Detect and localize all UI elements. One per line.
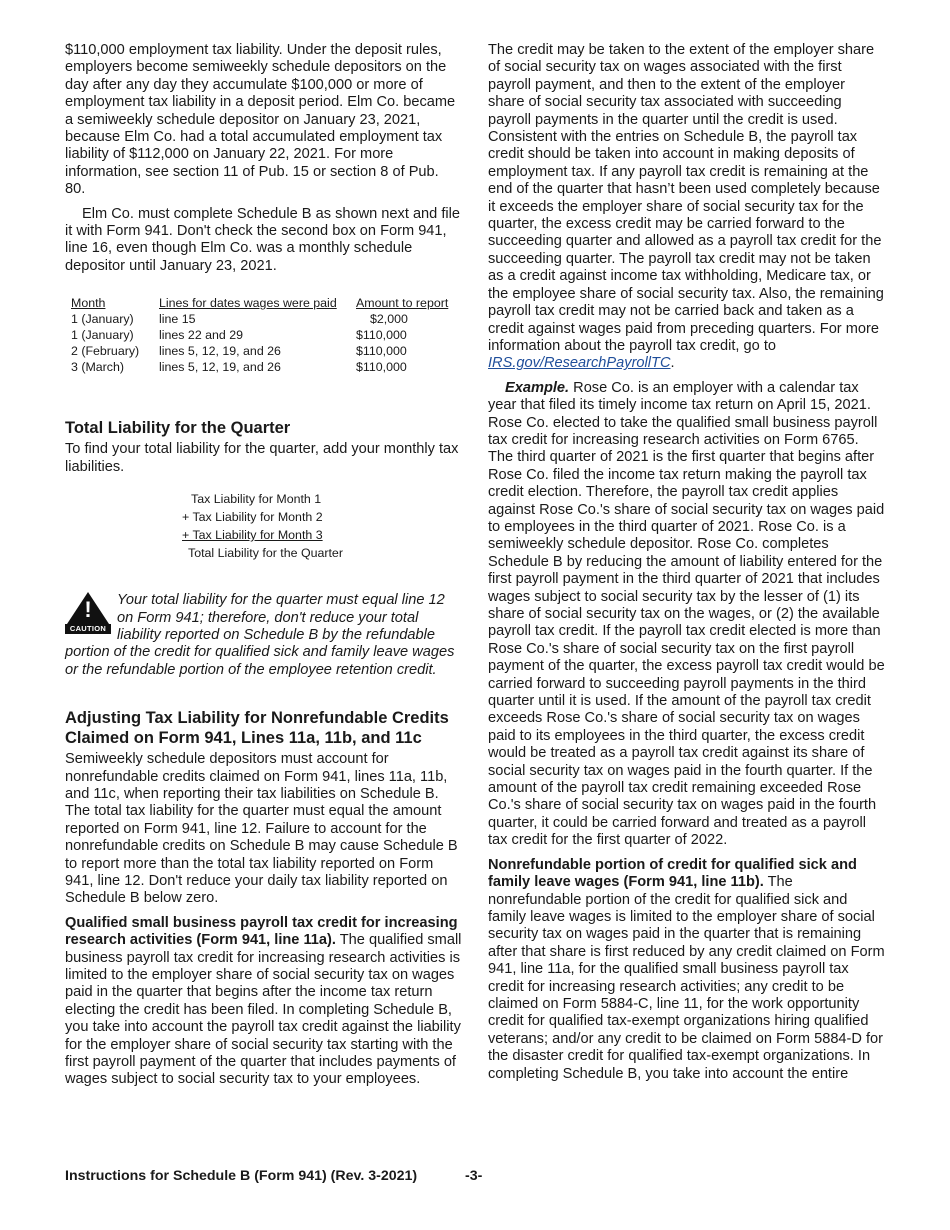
right-column (488, 42, 885, 1090)
header-amount: Amount to report (356, 296, 449, 311)
paragraph-elm-schedule-b: Elm Co. must complete Schedule B as shown next and file it with Form 941. Don't check the second box on Form 941, line 16, even though Elm Co. was a monthly schedule depositor until January 23, 2021. (65, 205, 461, 274)
table-row (71, 359, 456, 375)
page-number: -3- (465, 1168, 483, 1184)
adjusting-heading: Adjusting Tax Liability for Nonrefundable Credits Claimed on Form 941, Lines 11a, 11b, and 11c (65, 709, 449, 748)
credit-paragraph: The credit may be taken to the extent of the employer share of social security tax on wages associated with the first payroll payment, and then to the extent of the employer share of social security tax associated with succeeding payroll payments in the quarter until the credit is used. Consistent with the entries on Schedule B, the payroll tax credit should be taken into account in making deposits of employment tax. If any payroll tax credit is remaining at the end of the quarter that hasn’t been used completely because it exceeds the employer share of social security tax for the quarter, the excess credit may be carried forward to the succeeding quarter and allowed as a payroll tax credit for the succeeding quarter. The payroll tax credit may not be taken as a credit against income tax withholding, Medicare tax, or the employee share of social security tax. Also, the remaining payroll tax credit may not be carried back and taken as a credit against wages paid from preceding quarters. For more information about the payroll tax credit, go to IRS.gov/ResearchPayrollTC. (488, 42, 884, 372)
table-row (71, 311, 456, 327)
table-header-row (71, 295, 456, 311)
table-row (71, 327, 456, 343)
adjusting-text: Semiweekly schedule depositors must account for nonrefundable credits claimed on Form 941, lines 11a, 11b, and 11c, when reporting their tax liabilities on Schedule B. The total tax liability for the quarter must equal the amount reported on Form 941, line 12. Failure to account for the nonrefundable credits on Schedule B may cause Schedule B to report more than the total tax liability reported on Form 941, line 12. Don't reduce your daily tax liability reported on Schedule B below zero. (65, 751, 458, 907)
cell-month: 2 (February) (71, 344, 140, 359)
paragraph-elm-liability: $110,000 employment tax liability. Under the deposit rules, employers become semiweekly schedule depositors on the day after any day they accumulate $100,000 or more of employment tax liability in a deposit period. Elm Co. became a semiweekly schedule depositor on January 23, 2021, because Elm Co. had a total accumulated employment tax liability of $112,000 on January 22, 2021. For more information, see section 11 of Pub. 15 or section 8 of Pub. 80. (65, 42, 456, 198)
cell-amount: $110,000 (356, 360, 407, 375)
cell-lines: lines 5, 12, 19, and 26 (159, 344, 281, 359)
formula-total: Total Liability for the Quarter (188, 546, 343, 561)
total-liability-text: To find your total liability for the quarter, add your monthly tax liabilities. (65, 441, 459, 475)
caution-note (65, 592, 462, 679)
research-payroll-link[interactable]: IRS.gov/ResearchPayrollTC (488, 355, 671, 372)
page-footer (65, 1168, 885, 1184)
cell-amount: $110,000 (356, 344, 407, 359)
caution-text: Your total liability for the quarter must equal line 12 on Form 941; therefore, don't reduce your total liability reported on Schedule B by the refundable portion of the credit for qualified sick and family leave wages or the refundable portion of the employee retention credit. (65, 592, 455, 678)
cell-lines: lines 5, 12, 19, and 26 (159, 360, 281, 375)
sick-leave-heading: Nonrefundable portion of credit for qualified sick and family leave wages (Form 941, line 11b). (488, 856, 857, 891)
cell-amount: $110,000 (356, 328, 407, 343)
credit-text: The credit may be taken to the extent of the employer share of social security tax on wages associated with the first payroll payment, and then to the extent of the employer share of social security tax associated with succeeding payroll payments in the quarter until the credit is used. Consistent with the entries on Schedule B, the payroll tax credit should be taken into account in making deposits of employment tax. If any payroll tax credit is remaining at the end of the quarter that hasn’t been used completely because it exceeds the employer share of social security tax for the quarter, the excess credit may be carried forward to the succeeding quarter and allowed as a payroll tax credit for the succeeding quarter. The payroll tax credit may not be taken as a credit against income tax withholding, Medicare tax, or the employee share of social security tax. Also, the remaining payroll tax credit may not be carried back and taken as a credit against wages paid from preceding quarters. For more information about the payroll tax credit, go to (488, 42, 884, 354)
formula-month-3: + Tax Liability for Month 3 (182, 528, 323, 543)
sick-leave-paragraph (488, 857, 885, 1083)
cell-lines: lines 22 and 29 (159, 328, 244, 343)
qsb-text: The qualified small business payroll tax credit for increasing research activities is limited to the employer share of social security tax on wages paid in the quarter that begins after the income tax return electing the credit has been filed. In completing Schedule B, you take into account the payroll tax credit against the liability for the employer share of social security tax starting with the first payroll payment of the quarter that includes payments of wages subject to social security tax to your employees. (65, 932, 462, 1088)
liability-formula (182, 490, 462, 562)
header-month: Month (71, 296, 106, 311)
cell-month: 1 (January) (71, 312, 134, 327)
formula-month-2: + Tax Liability for Month 2 (182, 510, 323, 525)
example-text: Rose Co. is an employer with a calendar tax year that filed its timely income tax return on April 15, 2021. Rose Co. elected to take the qualified small business payroll tax credit for increasing research activities on Form 6765. The third quarter of 2021 is the first quarter that begins after Rose Co. filed the income tax return making the payroll tax credit election. Therefore, the payroll tax credit applies against Rose Co.'s share of social security tax on wages paid to employees in the third quarter of 2021. Rose Co. is a semiweekly schedule depositor. Rose Co. completes Schedule B by reducing the amount of liability entered for the first payroll payment in the third quarter of 2021 that includes wages subject to social security tax by the lesser of (1) its share of social security tax on the wages, or (2) the available payroll tax credit. If the payroll tax credit elected is more than Rose Co.'s share of social security tax on the first payroll payment of the quarter, the excess payroll tax credit would be carried forward to succeeding payroll payments in the third quarter until it is used. If the amount of the payroll tax credit exceeds Rose Co.'s share of social security tax on wages paid to its employees in the third quarter, the excess credit would be treated as a payroll tax credit against its share of social security tax on wages paid in the fourth quarter. If the amount of the payroll tax credit remaining exceeded Rose Co.'s share of social security tax on wages paid in the fourth quarter, it could be carried forward and treated as a payroll tax credit for the first quarter of 2022. (488, 379, 885, 849)
cell-month: 3 (March) (71, 360, 125, 375)
caution-icon: ! CAUTION (65, 592, 111, 634)
qsb-paragraph (65, 915, 462, 1089)
sick-leave-text: The nonrefundable portion of the credit for qualified sick and family leave wages is limited to the employer share of social security tax on wages paid in the quarter that is remaining after that share is first reduced by any credit claimed on Form 941, line 11a, for the qualified small business payroll tax credit for increasing research activities; any credit to be claimed on Form 5884-C, line 11, for the work opportunity credit for qualified tax-exempt organizations hiring qualified veterans; and/or any credit to be claimed on Form 5884-D for the disaster credit for qualified tax-exempt organizations. In completing Schedule B, you take into account the entire (488, 874, 885, 1082)
month-amount-table (71, 295, 456, 375)
cell-month: 1 (January) (71, 328, 134, 343)
cell-amount: $2,000 (370, 312, 408, 327)
formula-month-1: Tax Liability for Month 1 (191, 492, 322, 507)
header-lines: Lines for dates wages were paid (159, 296, 337, 311)
example-label: Example. (505, 379, 570, 396)
qsb-heading: Qualified small business payroll tax credit for increasing research activities (Form 941, line 11a). (65, 914, 458, 949)
example-paragraph (488, 380, 885, 850)
caution-label: CAUTION (65, 624, 111, 634)
footer-title: Instructions for Schedule B (Form 941) (Rev. 3-2021) (65, 1168, 418, 1184)
table-row (71, 343, 456, 359)
cell-lines: line 15 (159, 312, 196, 327)
left-column (65, 42, 462, 1096)
total-liability-heading: Total Liability for the Quarter (65, 419, 291, 438)
